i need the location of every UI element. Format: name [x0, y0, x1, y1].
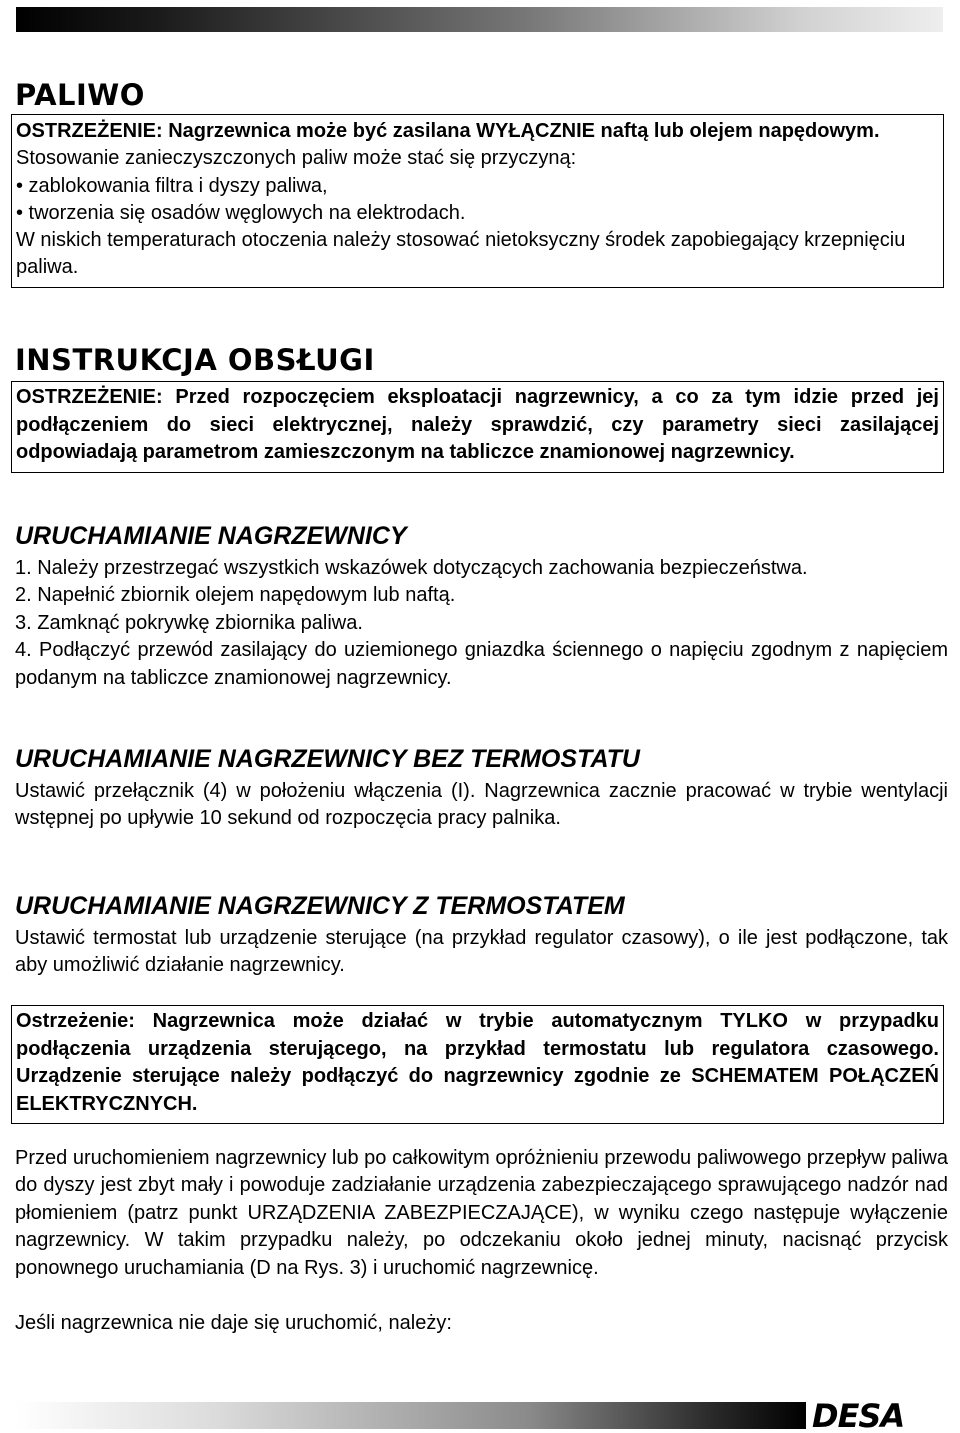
fuel-intro: Stosowanie zanieczyszczonych paliw może stać się przyczyną:: [16, 147, 577, 170]
startup-step: 2. Napełnić zbiornik olejem napędowym lub naftą.: [15, 584, 456, 607]
startup-steps: [15, 555, 948, 692]
fuel-warning: OSTRZEŻENIE: Nagrzewnica może być zasilana WYŁĄCZNIE naftą lub olejem napędowym.: [16, 120, 880, 142]
fuel-note: W niskich temperaturach otoczenia należy stosować nietoksyczny środek zapobiegający krzepnięciu paliwa.: [16, 229, 906, 279]
section-title-fuel: PALIWO: [15, 78, 145, 112]
startup-step: 1. Należy przestrzegać wszystkich wskazówek dotyczących zachowania bezpieczeństwa.: [15, 557, 808, 579]
thermostat-warning: Ostrzeżenie: Nagrzewnica może działać w trybie automatycznym TYLKO w przypadku podłączenia urządzenia sterującego, na przykład termostatu lub regulatora czasowego. Urządzenie sterujące należy podłączyć do nagrzewnicy zgodnie ze SCHEMATEM POŁĄCZEŃ ELEKTRYCZNYCH.: [16, 1010, 939, 1115]
instructions-warning: OSTRZEŻENIE: Przed rozpoczęciem eksploatacji nagrzewnicy, a co za tym idzie przed jej podłączeniem do sieci elektrycznej, należy sprawdzić, czy parametry sieci zasilającej odpowiadają parametrom zamieszczonym na tabliczce znamionowej nagrzewnicy.: [16, 386, 939, 464]
header-gradient-bar: [16, 7, 943, 32]
thermostat-text: Ustawić termostat lub urządzenie sterujące (na przykład regulator czasowy), o ile jest podłączone, tak aby umożliwić działanie nagrzewnicy.: [15, 927, 948, 977]
startup-step: 3. Zamknąć pokrywkę zbiornika paliwa.: [15, 611, 363, 634]
section-title-thermostat: URUCHAMIANIE NAGRZEWNICY Z TERMOSTATEM: [15, 892, 625, 920]
thermostat-warning-box: [11, 1005, 944, 1124]
desa-logo-text: DESA: [812, 1398, 905, 1432]
section-title-startup: URUCHAMIANIE NAGRZEWNICY: [15, 522, 407, 550]
section-title-instructions: INSTRUKCJA OBSŁUGI: [15, 343, 375, 377]
fuel-bullet: • zablokowania filtra i dyszy paliwa,: [16, 174, 328, 197]
closing-paragraph: Przed uruchomieniem nagrzewnicy lub po całkowitym opróżnieniu przewodu paliwowego przepływ paliwa do dyszy jest zbyt mały i powoduje zadziałanie urządzenia zabezpieczającego sprawującego nadzór nad płomieniem (patrz punkt URZĄDZENIA ZABEZPIECZAJĄCE), w wyniku czego następuje wyłączenie nagrzewnicy. W takim przypadku należy, po odczekaniu około jednej minuty, nacisnąć przycisk ponownego uruchamiania (D na Rys. 3) i uruchomić nagrzewnicę.: [15, 1147, 948, 1279]
fuel-bullet: • tworzenia się osadów węglowych na elektrodach.: [16, 201, 466, 224]
footer-gradient-bar: [16, 1402, 806, 1429]
startup-step: 4. Podłączyć przewód zasilający do uziemionego gniazdka ściennego o napięciu zgodnym z napięciem podanym na tabliczce znamionowej nagrzewnicy.: [15, 639, 948, 689]
section-title-no-thermostat: URUCHAMIANIE NAGRZEWNICY BEZ TERMOSTATU: [15, 745, 640, 773]
no-thermostat-text: Ustawić przełącznik (4) w położeniu włączenia (I). Nagrzewnica zacznie pracować w trybie wentylacji wstępnej po upływie 10 sekund od rozpoczęcia pracy palnika.: [15, 780, 948, 830]
closing-last-line: Jeśli nagrzewnica nie daje się uruchomić, należy:: [15, 1312, 452, 1334]
fuel-box: [11, 114, 944, 288]
desa-logo: [808, 1398, 948, 1432]
instructions-warning-box: [11, 381, 944, 473]
